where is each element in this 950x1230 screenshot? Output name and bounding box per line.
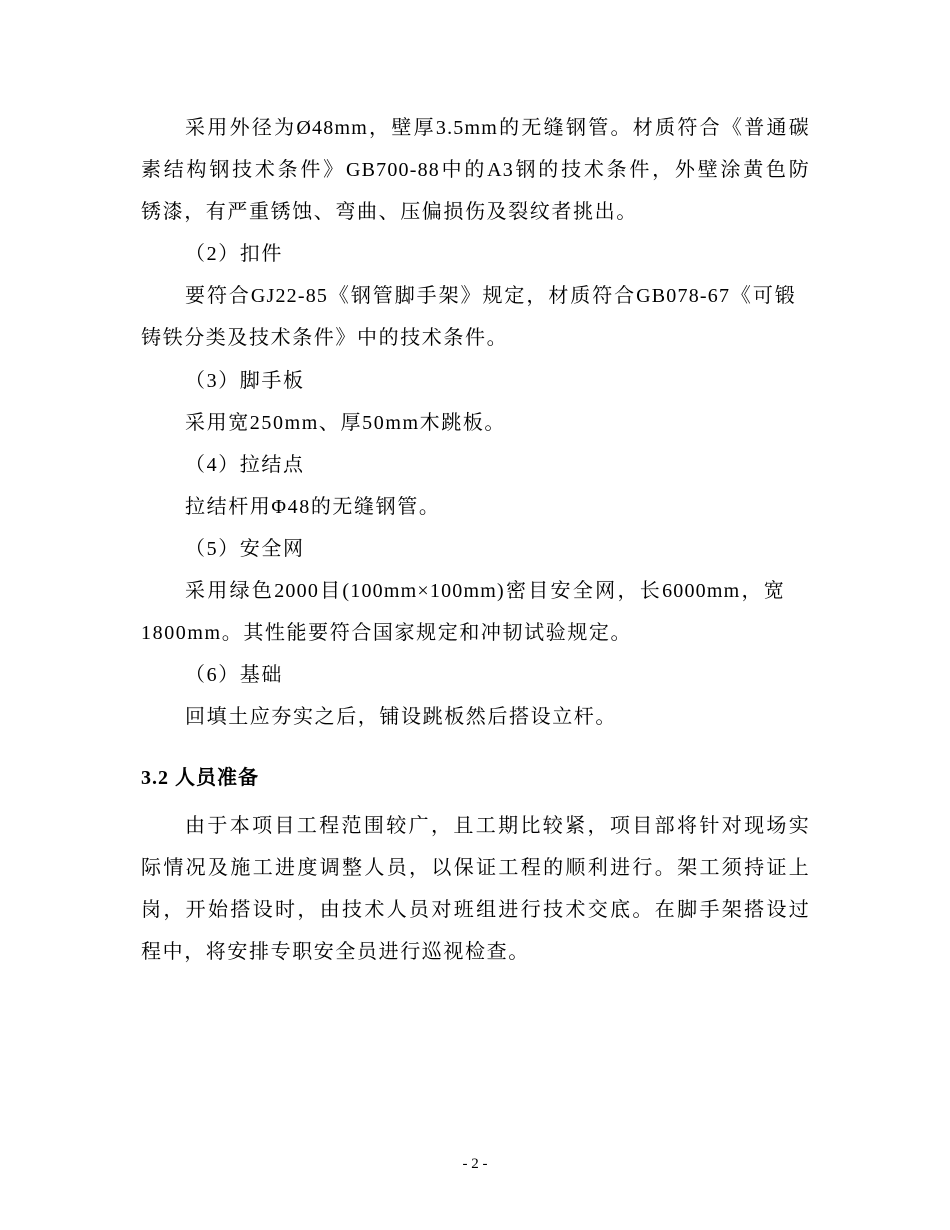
body-text-line: 采用宽250mm、厚50mm木跳板。 <box>185 412 507 434</box>
body-text-line: 素结构钢技术条件》GB700-88中的A3钢的技术条件，外壁涂黄色防 <box>141 159 810 181</box>
section-heading: 3.2 人员准备 <box>141 767 259 789</box>
page-number: - 2 - <box>462 1156 488 1172</box>
subsection-label: （3）脚手板 <box>185 370 305 392</box>
subsection-label: （2）扣件 <box>185 243 283 265</box>
body-text-line: 锈漆，有严重锈蚀、弯曲、压偏损伤及裂纹者挑出。 <box>141 201 638 223</box>
body-text-line: 际情况及施工进度调整人员，以保证工程的顺利进行。架工须持证上 <box>141 857 810 879</box>
body-text-line: 要符合GJ22-85《钢管脚手架》规定，材质符合GB078-67《可锻 <box>185 285 796 307</box>
subsection-label: （6）基础 <box>185 664 283 686</box>
body-text-line: 岗，开始搭设时，由技术人员对班组进行技术交底。在脚手架搭设过 <box>141 899 810 921</box>
body-text-line: 1800mm。其性能要符合国家规定和冲韧试验规定。 <box>141 622 633 644</box>
body-text-line: 铸铁分类及技术条件》中的技术条件。 <box>141 327 509 349</box>
body-text-line: 回填土应夯实之后，铺设跳板然后搭设立杆。 <box>185 706 617 728</box>
body-text-line: 采用绿色2000目(100mm×100mm)密目安全网，长6000mm，宽 <box>185 580 785 602</box>
body-text-line: 拉结杆用Φ48的无缝钢管。 <box>185 496 441 518</box>
subsection-label: （5）安全网 <box>185 538 305 560</box>
body-text-line: 采用外径为Ø48mm，壁厚3.5mm的无缝钢管。材质符合《普通碳 <box>185 117 810 139</box>
body-text-line: 由于本项目工程范围较广，且工期比较紧，项目部将针对现场实 <box>185 815 810 837</box>
subsection-label: （4）拉结点 <box>185 454 305 476</box>
body-text-line: 程中，将安排专职安全员进行巡视检查。 <box>141 941 530 963</box>
